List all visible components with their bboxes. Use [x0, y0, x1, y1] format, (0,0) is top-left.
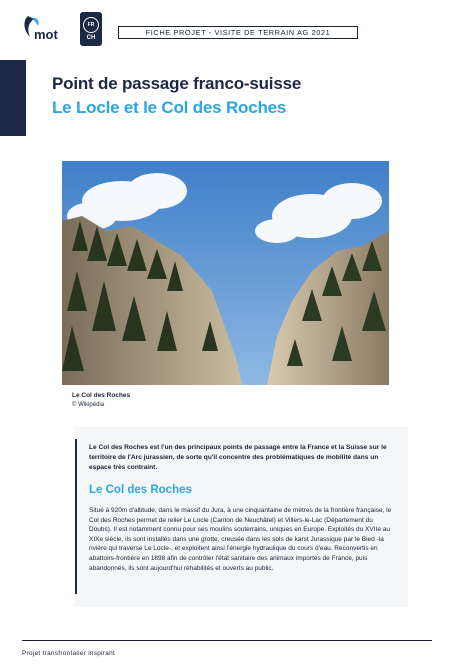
- section-body: Situé à 920m d'altitude, dans le massif du Jura, à une cinquantaine de mètres de la frontière française, le Col des Roches permet de relier Le Locle (Canton de Neuchâtel) et Villers-le-Lac (Département du Doubs). Il est notamment connu pour ses moulins souterrains, uniques en Europe. Exploités du XVIIe au XIXe siècle, ils sont installés dans une grotte, creusée dans les sols de karst Jurassique par le Bied -la rivière qui traverse Le Locle-, et exploitent ainsi l'énergie hydraulique du cours d'eau. Reconvertis en abattoirs-frontière en 1898 afin de contrôler l'état sanitaire des animaux importés de France, puis abandonnés, ils sont aujourd'hui réhabilités et ouverts au public.: [89, 507, 392, 572]
- section-title: Le Col des Roches: [89, 484, 192, 496]
- photo-caption-title: Le Col des Roches: [72, 392, 131, 399]
- frch-logo-fr: FR: [87, 21, 95, 28]
- mot-logo-mark: [20, 13, 70, 43]
- footer-text: Projet transfrontalier inspirant: [22, 650, 116, 657]
- mot-logo-text: mot: [34, 27, 58, 42]
- photo-illustration: [62, 161, 389, 385]
- title-accent-bar: [0, 60, 26, 136]
- photo-caption-credit: © Wikipédia: [72, 402, 105, 408]
- col-des-roches-photo: [62, 161, 389, 385]
- page-subtitle: Le Locle et le Col des Roches: [52, 98, 287, 117]
- intro-paragraph: Le Col des Roches est l'un des principaux points de passage entre la France et la Suisse sur le territoire de l'Arc jurassien, de sorte qu'il concentre des problématiques de mobilité dans un espace très contraint.: [89, 444, 387, 471]
- header-tag: FICHE PROJET - VISITE DE TERRAIN AG 2021: [118, 26, 358, 39]
- footer-divider: [22, 640, 432, 641]
- frch-logo: [80, 12, 102, 46]
- frch-logo-ring: [83, 17, 99, 33]
- page-title: Point de passage franco-suisse: [52, 74, 302, 93]
- frch-logo-ch: CH: [86, 34, 96, 41]
- content-accent-bar: [75, 439, 77, 594]
- mot-logo: [20, 13, 70, 43]
